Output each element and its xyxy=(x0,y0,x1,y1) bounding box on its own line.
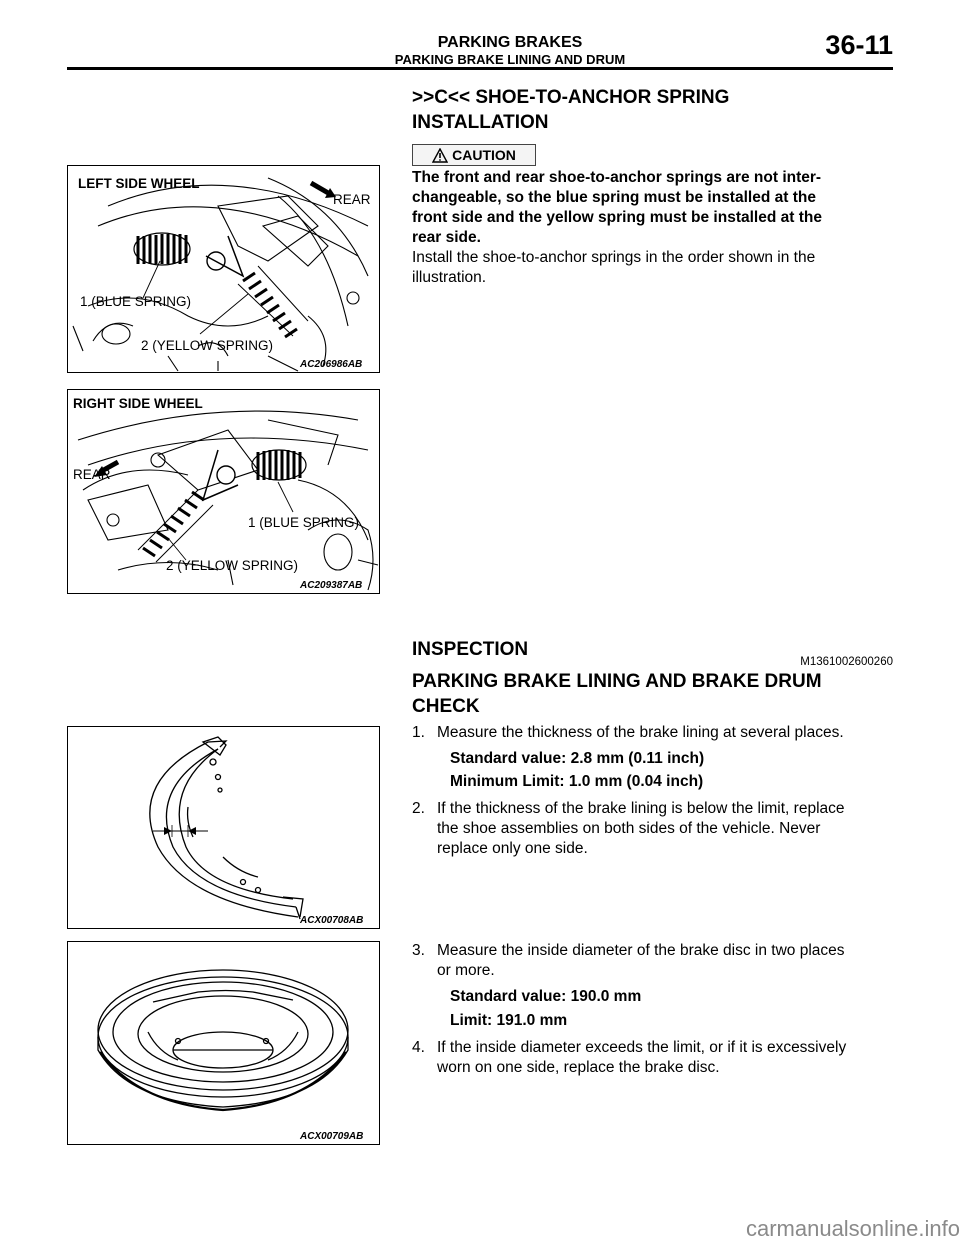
brake-disc-illustration xyxy=(68,942,380,1145)
step-4-line-1: If the inside diameter exceeds the limit, or if it is excessively xyxy=(437,1039,847,1056)
section-heading-line2: INSTALLATION xyxy=(412,112,549,133)
step-3-line-1: Measure the inside diameter of the brake disc in two places xyxy=(437,942,845,959)
fig2-title: RIGHT SIDE WHEEL xyxy=(73,396,203,411)
fig4-code xyxy=(300,1131,363,1142)
spec2-standard: Standard value: 190.0 mm xyxy=(450,988,642,1005)
header-rule xyxy=(67,67,893,70)
fig2-code-number: AC209387 xyxy=(300,580,348,591)
figure-brake-shoe xyxy=(67,726,380,929)
figure-left-side-wheel xyxy=(67,165,380,373)
fig3-code-number: ACX00708 xyxy=(300,915,349,926)
caution-line-2: changeable, so the blue spring must be installed at the xyxy=(412,189,816,206)
fig4-code-number: ACX00709 xyxy=(300,1131,349,1142)
step-2-line-2: the shoe assemblies on both sides of the vehicle. Never xyxy=(437,820,821,837)
brake-shoe-illustration xyxy=(68,727,380,929)
step-2 xyxy=(412,799,902,861)
spec2-limit: Limit: 191.0 mm xyxy=(450,1012,568,1029)
caution-line-3: front side and the yellow spring must be installed at the xyxy=(412,209,822,226)
header-subtitle: PARKING BRAKE LINING AND DRUM xyxy=(394,52,626,67)
fig3-code-suffix: AB xyxy=(348,915,364,926)
step-4 xyxy=(412,1038,902,1080)
fig1-label-blue: 1 (BLUE SPRING) xyxy=(80,294,192,309)
fig2-label-blue: 1 (BLUE SPRING) xyxy=(248,515,360,530)
figure-right-side-wheel xyxy=(67,389,380,594)
caution-box xyxy=(412,144,536,166)
spec1-minimum: Minimum Limit: 1.0 mm (0.04 inch) xyxy=(450,773,704,790)
step-3-line-2: or more. xyxy=(437,962,495,979)
fig1-title: LEFT SIDE WHEEL xyxy=(78,176,200,191)
section-heading-line1: >>C<< SHOE-TO-ANCHOR SPRING xyxy=(412,87,730,108)
fig1-code-number: AC206986 xyxy=(300,359,348,370)
step-3-number: 3. xyxy=(412,942,425,959)
page-number: 36-11 xyxy=(825,30,893,60)
spec1-standard: Standard value: 2.8 mm (0.11 inch) xyxy=(450,750,705,767)
step-4-line-2: worn on one side, replace the brake disc. xyxy=(437,1059,720,1076)
body-line-2: illustration. xyxy=(412,269,487,286)
caution-line-4: rear side. xyxy=(412,229,481,246)
fig1-label-yellow: 2 (YELLOW SPRING) xyxy=(141,338,274,353)
watermark-link[interactable]: carmanualsonline.info xyxy=(745,1216,960,1241)
fig2-code-suffix: AB xyxy=(347,580,363,591)
warning-triangle-icon xyxy=(432,148,448,163)
step-2-line-3: replace only one side. xyxy=(437,840,588,857)
figure-brake-disc xyxy=(67,941,380,1145)
caution-line-1: The front and rear shoe-to-anchor springs are not inter- xyxy=(412,169,822,186)
fig1-code-suffix: AB xyxy=(347,359,363,370)
step-3 xyxy=(412,941,902,983)
body-line-1: Install the shoe-to-anchor springs in the order shown in the xyxy=(412,249,816,266)
fig1-rear-label: REAR xyxy=(333,192,371,207)
fig4-code-suffix: AB xyxy=(348,1131,364,1142)
step-1-text: Measure the thickness of the brake lining at several places. xyxy=(437,724,844,741)
fig2-label-yellow: 2 (YELLOW SPRING) xyxy=(166,558,299,573)
step-1 xyxy=(412,723,902,745)
inspection-subheading-line2: CHECK xyxy=(412,696,480,717)
step-1-number: 1. xyxy=(412,724,425,741)
step-2-line-1: If the thickness of the brake lining is below the limit, replace xyxy=(437,800,845,817)
inspection-ref-code: M1361002600260 xyxy=(800,656,893,668)
inspection-subheading-line1: PARKING BRAKE LINING AND BRAKE DRUM xyxy=(412,671,822,692)
step-2-number: 2. xyxy=(412,800,425,817)
fig2-rear-label: REAR xyxy=(73,467,111,482)
caution-label: CAUTION xyxy=(452,147,516,163)
fig2-code xyxy=(300,580,362,591)
header-title: PARKING BRAKES xyxy=(437,34,583,51)
fig3-code xyxy=(300,915,363,926)
fig1-code xyxy=(300,359,362,370)
step-4-number: 4. xyxy=(412,1039,425,1056)
inspection-heading: INSPECTION xyxy=(412,639,529,660)
